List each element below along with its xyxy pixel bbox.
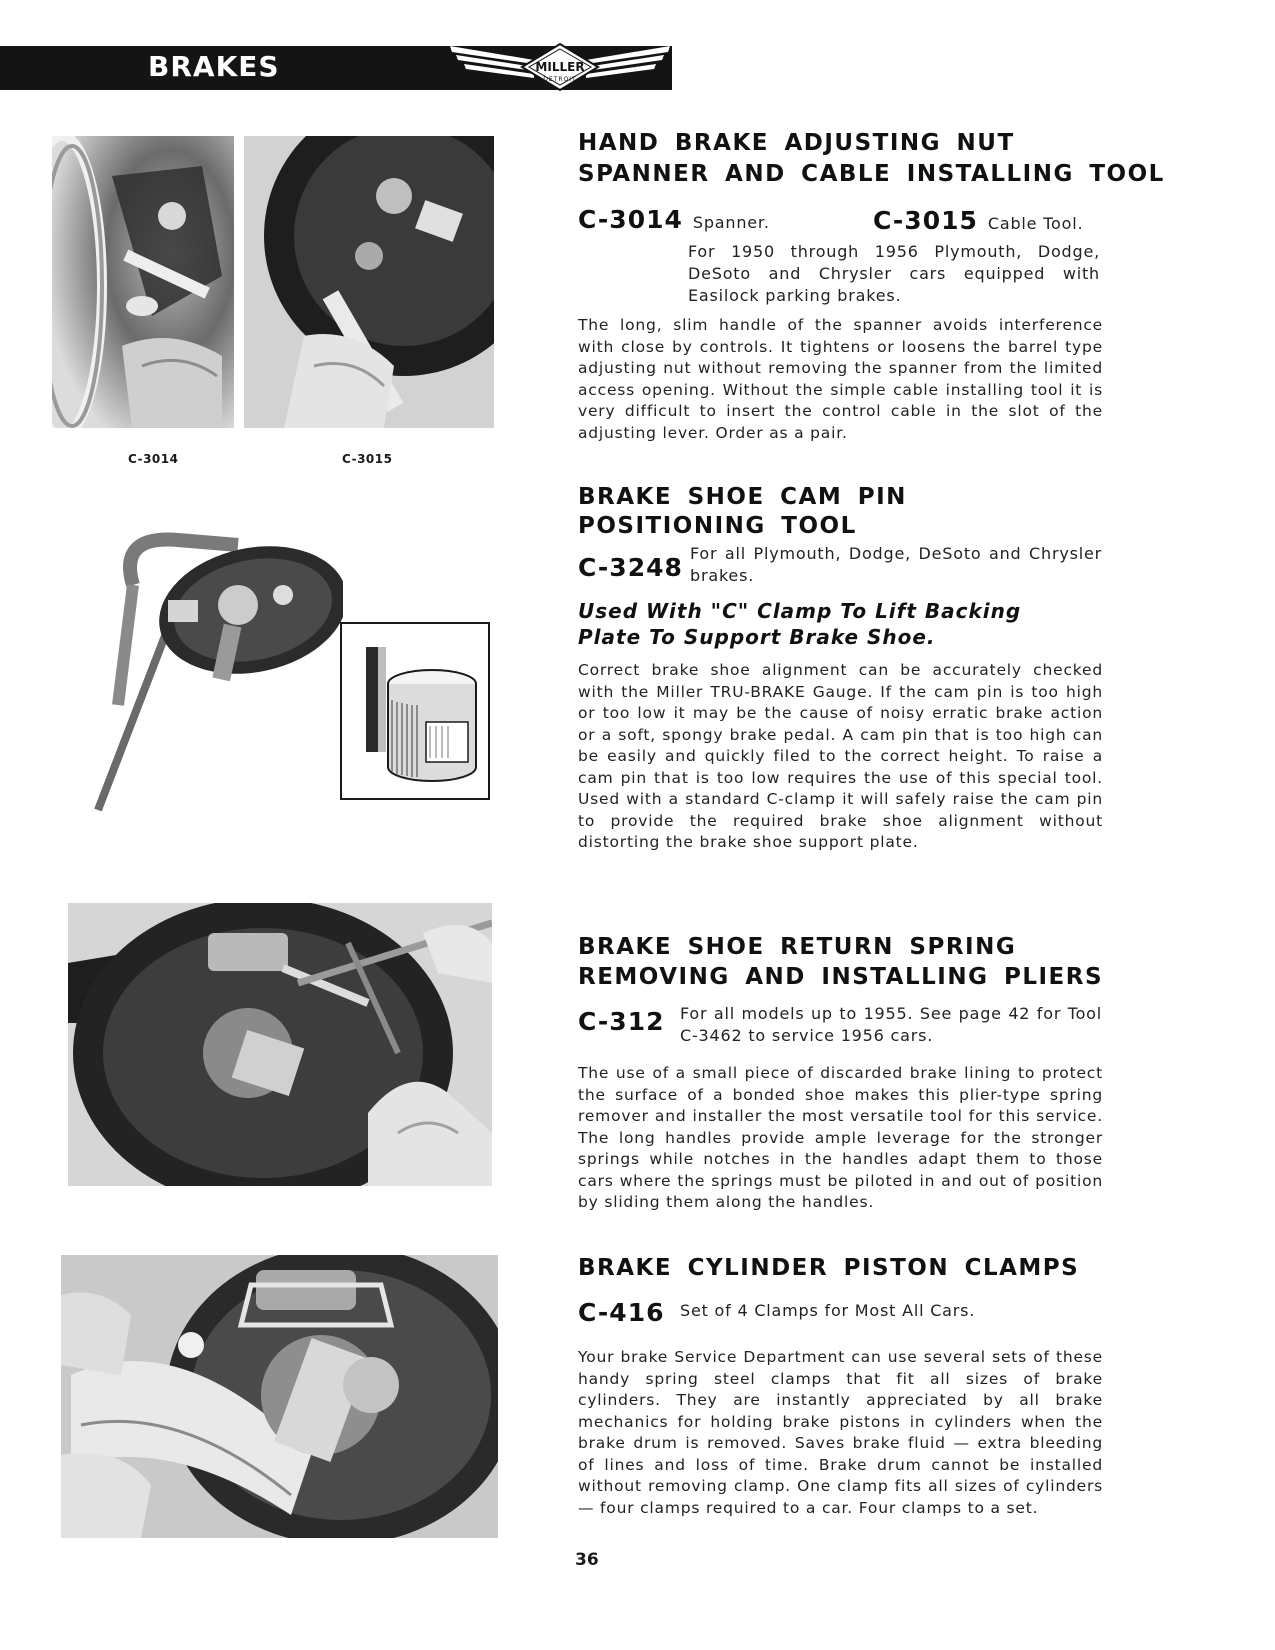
section2-body: Correct brake shoe alignment can be accurately checked with the Miller TRU-BRAKE Gauge. If the cam pin is too high or too low it may be the cause of noisy erratic brake action or a soft, spongy brake pedal. A cam pin that is too high can be easily and quickly filed to the correct height. To raise a cam pin that is too low requires the use of this special tool. Used with a standard C-clamp it will safely raise the cam pin to provide the required brake shoe alignment without distorting the brake shoe support plate. — [578, 661, 1103, 851]
section1-code1: C-3014 — [578, 205, 683, 234]
section2-subhead: Used With "C" Clamp To Lift Backing Plate To Support Brake Shoe. — [578, 599, 1022, 649]
section1-code1-line — [578, 205, 770, 234]
diagram-cam-pin-tool — [340, 622, 490, 800]
photo-c312-pliers — [68, 903, 492, 1186]
photo-c3248-c-clamp — [78, 525, 343, 815]
section2-code-desc: For all Plymouth, Dodge, DeSoto and Chrysler brakes. — [690, 544, 1102, 585]
photo-c3015-cable-tool — [244, 136, 494, 428]
page-number: 36 — [575, 1550, 599, 1570]
logo-brand-text: MILLER — [535, 60, 585, 74]
section3-title-line2: REMOVING AND INSTALLING PLIERS — [578, 964, 1104, 990]
section4-code: C-416 — [578, 1298, 665, 1327]
section1-code2-line — [873, 206, 1083, 235]
miller-logo — [450, 40, 670, 94]
caption-c3014: C-3014 — [128, 452, 179, 466]
caption-c3015: C-3015 — [342, 452, 393, 466]
section2-code: C-3248 — [578, 553, 683, 582]
section-header-title: BRAKES — [148, 50, 280, 83]
section4-code-line — [578, 1298, 664, 1327]
section4-title: BRAKE CYLINDER PISTON CLAMPS — [578, 1255, 1080, 1281]
photo-c416-clamps — [61, 1255, 498, 1538]
section1-code2-desc: Cable Tool. — [987, 214, 1084, 233]
section1-body: The long, slim handle of the spanner avoids interference with close by controls. It tightens or loosens the barrel type adjusting nut without removing the spanner from the limited access opening. Without the simple cable installing tool it is very difficult to insert the control cable in the slot of the adjusting lever. Order as a pair. — [578, 316, 1103, 442]
section3-title-line1: BRAKE SHOE RETURN SPRING — [578, 934, 1017, 960]
section3-code-line — [578, 1007, 664, 1036]
section2-code-line — [578, 553, 683, 582]
section3-code: C-312 — [578, 1007, 665, 1036]
section1-title-line1: HAND BRAKE ADJUSTING NUT — [578, 130, 1015, 156]
photo-c3014-spanner — [52, 136, 234, 428]
section4-body: Your brake Service Department can use several sets of these handy spring steel clamps that fit all sizes of brake cylinders. They are instantly appreciated by all brake mechanics for holding brake pistons in cylinders when the brake drum is removed. Saves brake fluid — extra bleeding of lines and loss of time. Brake drum cannot be installed without removing clamp. One clamp fits all sizes of cylinders — four clamps required to a car. Four clamps to a set. — [578, 1348, 1103, 1517]
section1-code1-desc: Spanner. — [692, 213, 770, 232]
section3-body: The use of a small piece of discarded brake lining to protect the surface of a bonded shoe makes this plier-type spring remover and installer the most versatile tool for this service. The long handles provide ample leverage for the stronger springs while notches in the handles adapt them to those cars where the springs must be piloted in and out of position by sliding them along the handles. — [578, 1064, 1103, 1211]
section2-title-line2: POSITIONING TOOL — [578, 513, 857, 539]
section2-title-line1: BRAKE SHOE CAM PIN — [578, 484, 907, 510]
section1-code2: C-3015 — [873, 206, 978, 235]
section1-applicability: For 1950 through 1956 Plymouth, Dodge, DeSoto and Chrysler cars equipped with Easilock parking brakes. — [688, 242, 1100, 305]
logo-city-text: DETROIT — [543, 76, 577, 83]
section3-code-desc: For all models up to 1955. See page 42 for Tool C-3462 to service 1956 cars. — [680, 1004, 1102, 1045]
section4-code-desc: Set of 4 Clamps for Most All Cars. — [680, 1301, 976, 1320]
section1-title-line2: SPANNER AND CABLE INSTALLING TOOL — [578, 161, 1165, 187]
